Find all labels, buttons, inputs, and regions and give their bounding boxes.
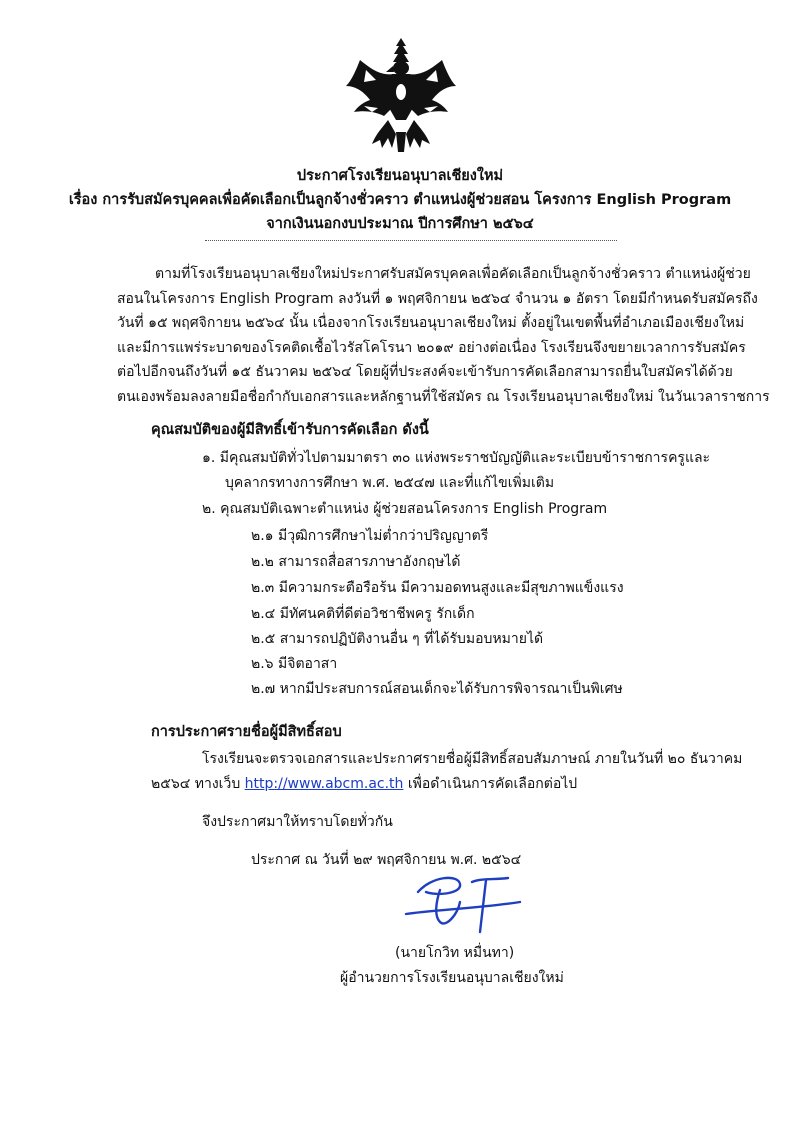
body-paragraph xyxy=(117,262,770,410)
qualification-item: ๒.๕ สามารถปฏิบัติงานอื่น ๆ ที่ได้รับมอบหมายได้ xyxy=(251,631,544,647)
announcement-date: ประกาศ ณ วันที่ ๒๙ พฤศจิกายน พ.ศ. ๒๕๖๔ xyxy=(251,852,522,868)
general-qualification-line1: ๑. มีคุณสมบัติทั่วไปตามมาตรา ๓๐ แห่งพระราชบัญญัติและระเบียบข้าราชการครูและ xyxy=(202,450,711,466)
qualification-item: ๒.๗ หากมีประสบการณ์สอนเด็กจะได้รับการพิจารณาเป็นพิเศษ xyxy=(251,681,623,697)
document-header xyxy=(68,164,732,236)
qualification-item: ๒.๖ มีจิตอาสา xyxy=(251,656,338,672)
announcement-line2-pre: ๒๕๖๔ ทางเว็บ xyxy=(151,776,245,792)
dotted-divider xyxy=(205,240,617,241)
announcement-line2 xyxy=(151,773,577,795)
body-line: ตามที่โรงเรียนอนุบาลเชียงใหม่ประกาศรับสมัครบุคคลเพื่อคัดเลือกเป็นลูกจ้างชั่วคราว ตำแหน่งผู้ช่วย xyxy=(155,266,751,282)
announcement-line1: โรงเรียนจะตรวจเอกสารและประกาศรายชื่อผู้มีสิทธิ์สอบสัมภาษณ์ ภายในวันที่ ๒๐ ธันวาคม xyxy=(202,751,743,767)
body-line: วันที่ ๑๕ พฤศจิกายน ๒๕๖๔ นั้น เนื่องจากโรงเรียนอนุบาลเชียงใหม่ ตั้งอยู่ในเขตพื้นที่อำเภอเมืองเชียงใหม่ xyxy=(117,315,745,332)
body-line: สอนในโครงการ English Program ลงวันที่ ๑ พฤศจิกายน ๒๕๖๔ จำนวน ๑ อัตรา โดยมีกำหนดรับสมัครถึง xyxy=(117,290,758,307)
announcement-line2-post: เพื่อดำเนินการคัดเลือกต่อไป xyxy=(403,776,578,792)
specific-qualification: ๒. คุณสมบัติเฉพาะตำแหน่ง ผู้ช่วยสอนโครงการ English Program xyxy=(202,501,608,517)
header-title: ประกาศโรงเรียนอนุบาลเชียงใหม่ xyxy=(296,168,504,184)
general-qualification-line2: บุคลากรทางการศึกษา พ.ศ. ๒๕๔๗ และที่แก้ไขเพิ่มเติม xyxy=(225,475,555,491)
body-line: และมีการแพร่ระบาดของโรคติดเชื้อไวรัสโคโรนา ๒๐๑๙ อย่างต่อเนื่อง โรงเรียนจึงขยายเวลาการรับสมัคร xyxy=(117,339,746,356)
qualification-item: ๒.๓ มีความกระตือรือร้น มีความอดทนสูงและมีสุขภาพแข็งแรง xyxy=(251,580,624,596)
announcement-heading: การประกาศรายชื่อผู้มีสิทธิ์สอบ xyxy=(151,724,342,740)
body-line: ต่อไปอีกจนถึงวันที่ ๑๕ ธันวาคม ๒๕๖๔ โดยผู้ที่ประสงค์จะเข้ารับการคัดเลือกสามารถยื่นใบสมัครได้ด้วย xyxy=(117,364,733,381)
signatory-position: ผู้อำนวยการโรงเรียนอนุบาลเชียงใหม่ xyxy=(340,970,564,986)
header-subject: เรื่อง การรับสมัครบุคคลเพื่อคัดเลือกเป็นลูกจ้างชั่วคราว ตำแหน่งผู้ช่วยสอน โครงการ English Program xyxy=(68,192,732,208)
qualifications-heading: คุณสมบัติของผู้มีสิทธิ์เข้ารับการคัดเลือก ดังนี้ xyxy=(151,422,429,438)
qualification-item: ๒.๔ มีทัศนคติที่ดีต่อวิชาชีพครู รักเด็ก xyxy=(251,606,475,622)
header-subtitle: จากเงินนอกงบประมาณ ปีการศึกษา ๒๕๖๔ xyxy=(266,216,534,232)
website-link[interactable]: http://www.abcm.ac.th xyxy=(244,776,404,792)
signatory-name: (นายโกวิท หมื่นทา) xyxy=(395,945,515,961)
garuda-emblem-icon xyxy=(342,36,460,154)
closing-notice: จึงประกาศมาให้ทราบโดยทั่วกัน xyxy=(202,814,393,830)
qualification-item: ๒.๑ มีวุฒิการศึกษาไม่ต่ำกว่าปริญญาตรี xyxy=(251,528,489,544)
qualification-item: ๒.๒ สามารถสื่อสารภาษาอังกฤษได้ xyxy=(251,554,461,570)
signature-mark xyxy=(402,872,522,934)
body-line: ตนเองพร้อมลงลายมือชื่อกำกับเอกสารและหลักฐานที่ใช้สมัคร ณ โรงเรียนอนุบาลเชียงใหม่ ในวันเวลาราชการ xyxy=(117,388,770,405)
